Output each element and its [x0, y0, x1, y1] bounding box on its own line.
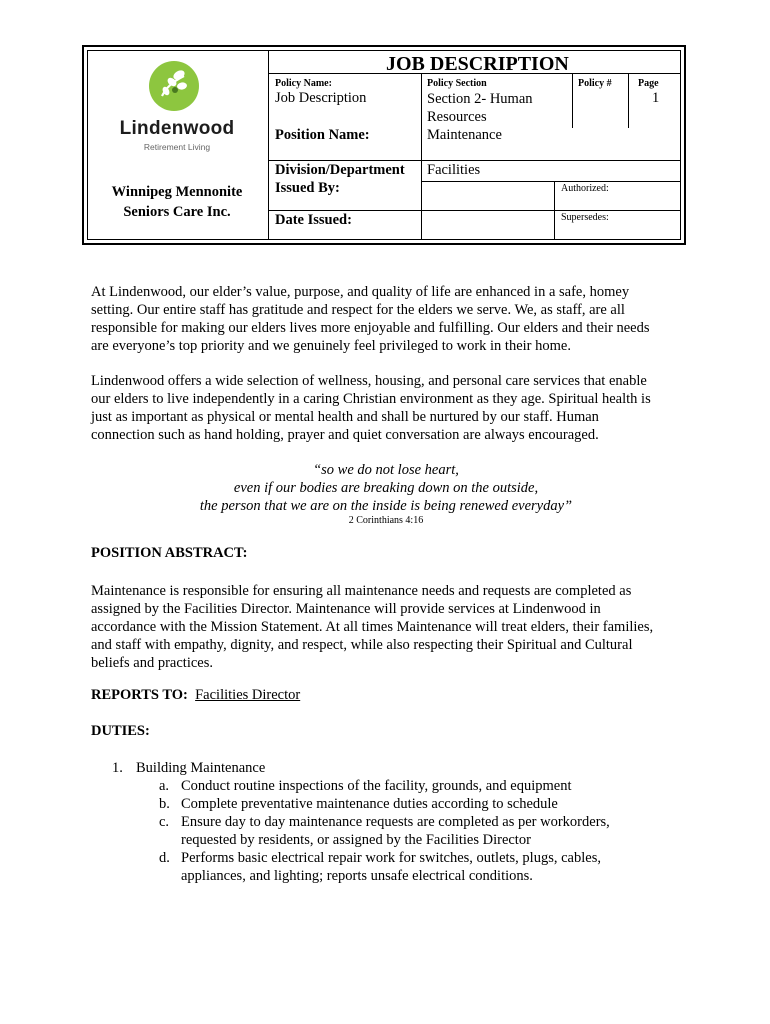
logo-name: Lindenwood	[119, 118, 235, 139]
date-issued-label: Date Issued:	[275, 212, 352, 228]
policy-section-label: Policy Section	[427, 78, 487, 89]
logo-subtitle: Retirement Living	[143, 142, 211, 152]
policy-name-label: Policy Name:	[275, 78, 332, 89]
intro-paragraph-2: Lindenwood offers a wide selection of wellness, housing, and personal care services that enable our elders to live independently in a caring Christian environment as they age. Spiritual health is just as important as physical or mental health and shall be nurtured by our staff. Human connection such as hand holding, prayer and quiet conversation are always encouraged.	[91, 373, 651, 443]
policy-section-value: Section 2- Human Resources	[427, 91, 533, 125]
sub-item-letter: d.	[159, 850, 170, 866]
policy-number-label: Policy #	[578, 78, 612, 89]
scripture-reference: 2 Corinthians 4:16	[348, 515, 424, 526]
org-name: Winnipeg Mennonite Seniors Care Inc.	[111, 184, 243, 220]
policy-name-value: Job Description	[275, 90, 367, 106]
reports-to-label: REPORTS TO:	[91, 687, 188, 703]
page-label: Page	[638, 78, 659, 89]
issued-by-label: Issued By:	[275, 180, 340, 196]
sub-item-letter: c.	[159, 814, 170, 830]
sub-item-letter: b.	[159, 796, 170, 812]
position-name-value: Maintenance	[427, 127, 502, 143]
reports-to-value: Facilities Director	[195, 687, 301, 703]
position-abstract-text: Maintenance is responsible for ensuring all maintenance needs and requests are completed as assigned by the Facilities Director. Maintenance will provide services at Lindenwood in accordance with the Mission Statement. At all times Maintenance will treat elders, their families, and staff with empathy, dignity, and respect, while also respecting their Spiritual and Cultural beliefs and practices.	[91, 583, 654, 671]
duties-heading: DUTIES:	[91, 723, 150, 739]
reports-to	[91, 687, 300, 704]
position-name-label: Position Name:	[275, 127, 370, 143]
position-abstract-heading: POSITION ABSTRACT:	[91, 545, 248, 561]
division-label: Division/Department	[275, 162, 405, 178]
duty-sub-item-b: Complete preventative maintenance duties according to schedule	[181, 796, 558, 812]
duty-sub-item-a: Conduct routine inspections of the facility, grounds, and equipment	[181, 778, 572, 794]
duty-item-building-maintenance: Building Maintenance	[136, 760, 266, 776]
division-value: Facilities	[427, 162, 481, 178]
sub-item-letter: a.	[159, 778, 170, 794]
duty-number: 1.	[112, 760, 123, 776]
intro-paragraph-1: At Lindenwood, our elder’s value, purpose, and quality of life are enhanced in a safe, homey setting. Our entire staff has gratitude and respect for the elders we serve. We, as staff, are all responsible for making our elders lives more enjoyable and fulfilling. Our elders and their needs are everyone’s top priority and we genuinely feel privileged to work in their home.	[91, 284, 650, 354]
doc-title: JOB DESCRIPTION	[386, 53, 569, 75]
supersedes-label: Supersedes:	[561, 212, 609, 223]
duty-sub-item-d: Performs basic electrical repair work for switches, outlets, plugs, cables, appliances, and lighting; reports unsafe electrical conditions.	[181, 850, 601, 884]
scripture-quote: “so we do not lose heart, even if our bodies are breaking down on the outside, the person that we are on the inside is being renewed everyday”	[199, 462, 573, 514]
authorized-label: Authorized:	[561, 183, 609, 194]
duty-sub-item-c: Ensure day to day maintenance requests are completed as per workorders, requested by residents, or assigned by the Facilities Director	[181, 814, 610, 848]
page-value: 1	[652, 90, 660, 106]
leaf-logo-icon	[148, 60, 200, 112]
